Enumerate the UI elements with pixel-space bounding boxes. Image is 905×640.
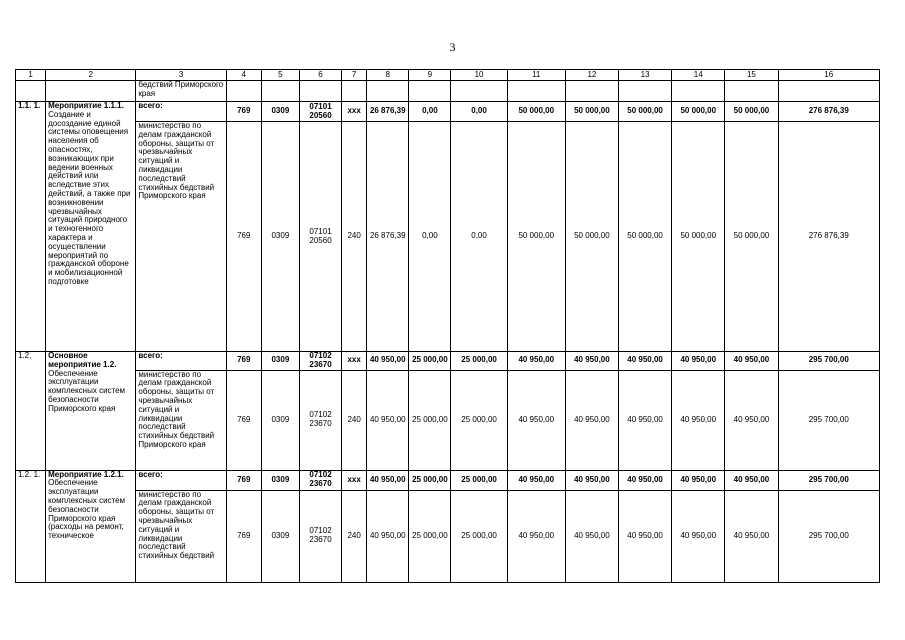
cell: 40 950,00 xyxy=(725,370,778,470)
cell: 40 950,00 xyxy=(672,470,725,490)
item-number: 1.1. 1. xyxy=(16,102,46,352)
cell: 50 000,00 xyxy=(672,122,725,352)
header-cell: 3 xyxy=(136,70,226,81)
item-description: Обеспечение эксплуатации комплексных систем безопасности Приморского края xyxy=(48,368,126,413)
cell: 07102 23670 xyxy=(299,352,341,371)
header-cell: 9 xyxy=(409,70,451,81)
cell: 0,00 xyxy=(451,122,507,352)
total-label: всего: xyxy=(136,352,226,371)
cell: 295 700,00 xyxy=(778,370,879,470)
header-cell: 4 xyxy=(226,70,261,81)
cell: 40 950,00 xyxy=(367,352,409,371)
cell: 40 950,00 xyxy=(565,370,618,470)
cell: 40 950,00 xyxy=(507,470,565,490)
cell: 50 000,00 xyxy=(725,122,778,352)
cell: 40 950,00 xyxy=(725,352,778,371)
header-cell: 8 xyxy=(367,70,409,81)
cell: 295 700,00 xyxy=(778,490,879,582)
cell: 50 000,00 xyxy=(619,102,672,122)
responsible-cell: министерство по делам гражданской обороны, защиты от чрезвычайных ситуаций и ликвидации последствий стихийных бедствий xyxy=(136,490,226,582)
cell: 0309 xyxy=(261,490,299,582)
cell: 07101 20560 xyxy=(299,122,341,352)
header-cell: 10 xyxy=(451,70,507,81)
item-title: Мероприятие 1.1.1. xyxy=(48,101,124,110)
cell: 40 950,00 xyxy=(619,490,672,582)
responsible-cell: министерство по делам гражданской обороны, защиты от чрезвычайных ситуаций и ликвидации последствий стихийных бедствий Приморского края xyxy=(136,122,226,352)
cell: 240 xyxy=(342,490,367,582)
cell: 769 xyxy=(226,102,261,122)
cell: 240 xyxy=(342,122,367,352)
cell: 25 000,00 xyxy=(409,470,451,490)
cell: 40 950,00 xyxy=(565,470,618,490)
header-cell: 6 xyxy=(299,70,341,81)
cell: 769 xyxy=(226,370,261,470)
item-title: Мероприятие 1.2.1. xyxy=(48,470,124,479)
cell: 40 950,00 xyxy=(367,370,409,470)
cell: 40 950,00 xyxy=(725,490,778,582)
cell: 25 000,00 xyxy=(451,352,507,371)
cell: 50 000,00 xyxy=(619,122,672,352)
cell: ххх xyxy=(342,102,367,122)
cell: 07101 20560 xyxy=(299,102,341,122)
cell: 25 000,00 xyxy=(409,352,451,371)
cell: 40 950,00 xyxy=(672,490,725,582)
cell: 50 000,00 xyxy=(507,122,565,352)
cell: 25 000,00 xyxy=(451,370,507,470)
continuation-row xyxy=(16,81,880,102)
page-number: 3 xyxy=(449,40,456,54)
item-description: Создание и досоздание единой системы оповещения населения об опасностях, возникающих при ведении военных действий или вследствие этих действий, а также при возникновении чрезвычайных ситуаций природного и техногенного характера и осуществлении мероприятий по гражданской обороне и мобилизационной подготовке xyxy=(48,109,131,286)
cell: 40 950,00 xyxy=(507,370,565,470)
cell: 769 xyxy=(226,490,261,582)
cell: 50 000,00 xyxy=(565,102,618,122)
item-description: Обеспечение эксплуатации комплексных систем безопасности Приморского края (расходы на ремонт, техническое xyxy=(48,478,126,541)
table-row xyxy=(16,490,880,582)
cell: 769 xyxy=(226,470,261,490)
cell: ххх xyxy=(342,470,367,490)
cell: 276 876,39 xyxy=(778,102,879,122)
cell: 0309 xyxy=(261,122,299,352)
header-cell: 14 xyxy=(672,70,725,81)
cell: 50 000,00 xyxy=(565,122,618,352)
cell: 50 000,00 xyxy=(725,102,778,122)
cell: 0,00 xyxy=(451,102,507,122)
cell: 0309 xyxy=(261,102,299,122)
cell: 40 950,00 xyxy=(565,490,618,582)
cell: 50 000,00 xyxy=(672,102,725,122)
cell: 40 950,00 xyxy=(367,490,409,582)
table-row xyxy=(16,122,880,352)
header-cell: 12 xyxy=(565,70,618,81)
cell: 07102 23670 xyxy=(299,490,341,582)
header-cell: 5 xyxy=(261,70,299,81)
cell: 40 950,00 xyxy=(672,370,725,470)
cell: 295 700,00 xyxy=(778,470,879,490)
cell: 276 876,39 xyxy=(778,122,879,352)
table-row xyxy=(16,102,880,122)
header-cell: 7 xyxy=(342,70,367,81)
cell: 769 xyxy=(226,352,261,371)
cell: 40 950,00 xyxy=(619,370,672,470)
item-number: 1.2. 1. xyxy=(16,470,46,582)
item-description-cell xyxy=(46,352,136,471)
header-cell: 13 xyxy=(619,70,672,81)
cell: 0309 xyxy=(261,352,299,371)
header-cell: 15 xyxy=(725,70,778,81)
item-description-cell xyxy=(46,470,136,582)
table-row xyxy=(16,352,880,371)
cell: 295 700,00 xyxy=(778,352,879,371)
cell: 26 876,39 xyxy=(367,122,409,352)
header-cell: 1 xyxy=(16,70,46,81)
table-row xyxy=(16,370,880,470)
cell: 769 xyxy=(226,122,261,352)
cell: 40 950,00 xyxy=(725,470,778,490)
cell: 40 950,00 xyxy=(367,470,409,490)
item-number: 1.2. xyxy=(16,352,46,471)
cell: 40 950,00 xyxy=(565,352,618,371)
budget-table xyxy=(15,69,880,583)
cell: 26 876,39 xyxy=(367,102,409,122)
cell: 50 000,00 xyxy=(507,102,565,122)
cell: 40 950,00 xyxy=(619,470,672,490)
cell: 240 xyxy=(342,370,367,470)
cell: 40 950,00 xyxy=(507,490,565,582)
cell: 40 950,00 xyxy=(507,352,565,371)
cell: 0309 xyxy=(261,470,299,490)
cell: 0,00 xyxy=(409,102,451,122)
header-row xyxy=(16,70,880,81)
total-label: всего: xyxy=(136,102,226,122)
cell: 25 000,00 xyxy=(451,470,507,490)
cell: 25 000,00 xyxy=(409,370,451,470)
cell: 25 000,00 xyxy=(409,490,451,582)
item-title: Основное мероприятие 1.2. xyxy=(48,351,117,369)
cell: 40 950,00 xyxy=(672,352,725,371)
cell: 07102 23670 xyxy=(299,370,341,470)
responsible-cell: министерство по делам гражданской обороны, защиты от чрезвычайных ситуаций и ликвидации последствий стихийных бедствий Приморского края xyxy=(136,370,226,470)
cell: ххх xyxy=(342,352,367,371)
total-label: всего: xyxy=(136,470,226,490)
header-cell: 2 xyxy=(46,70,136,81)
table-row xyxy=(16,470,880,490)
cell: 0,00 xyxy=(409,122,451,352)
cell: 0309 xyxy=(261,370,299,470)
header-cell: 11 xyxy=(507,70,565,81)
responsible-cell: бедствий Приморского края xyxy=(136,81,226,102)
item-description-cell xyxy=(46,102,136,352)
cell: 07102 23670 xyxy=(299,470,341,490)
header-cell: 16 xyxy=(778,70,879,81)
cell: 25 000,00 xyxy=(451,490,507,582)
cell: 40 950,00 xyxy=(619,352,672,371)
